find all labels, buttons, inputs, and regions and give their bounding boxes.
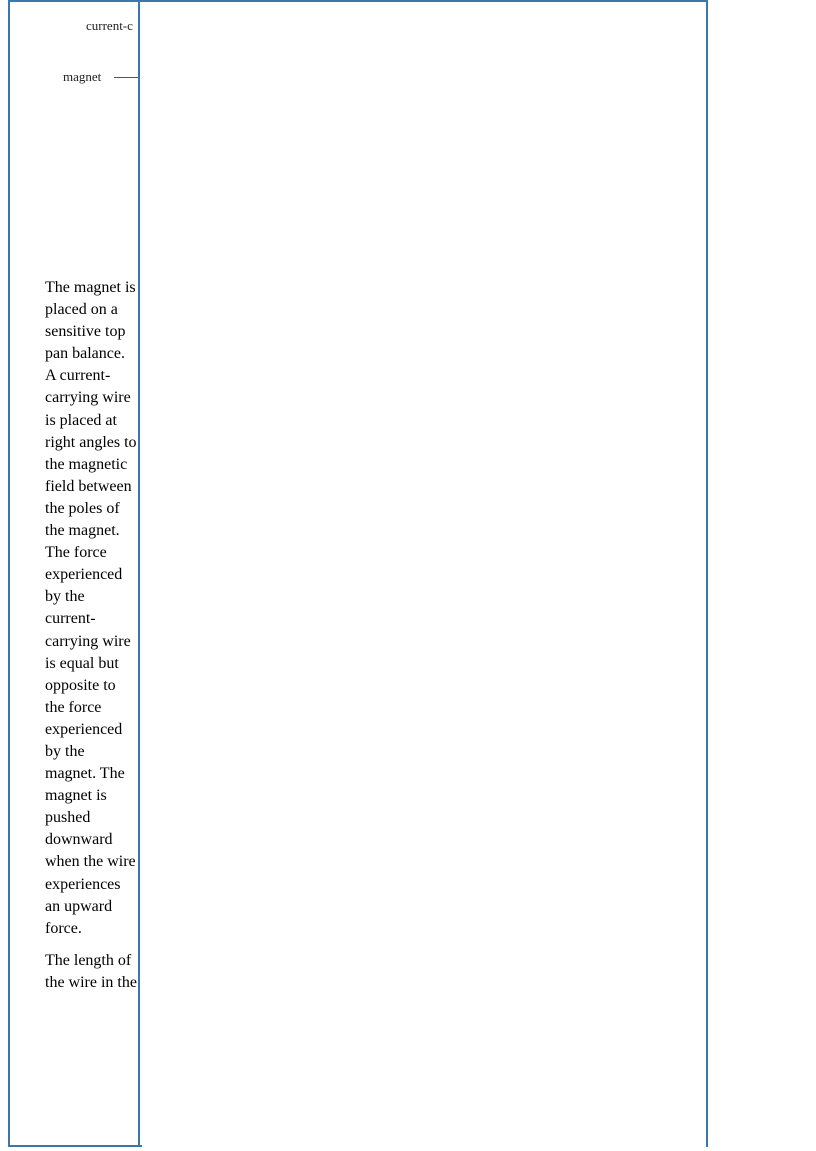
magnet-leader-line: [114, 77, 140, 78]
main-content-area: [142, 2, 706, 1147]
paragraph-wire-length: The length of the wire in the: [45, 951, 137, 991]
body-text: [45, 277, 137, 1004]
paragraph-balance-description: The magnet is placed on a sensitive top pan balance. A current-carrying wire is placed at right angles to the magnetic field between the poles of the magnet. The force experienced by the current-carrying wire is equal but opposite to the force experienced by the magnet. The magnet is pushed downward when the wire experiences an upward force.: [45, 279, 137, 937]
left-text-column-panel: [8, 2, 140, 1147]
figure-label-current-carrying-wire: current-c: [86, 18, 133, 33]
figure-area: [10, 2, 140, 267]
figure-label-magnet: magnet: [63, 69, 102, 84]
